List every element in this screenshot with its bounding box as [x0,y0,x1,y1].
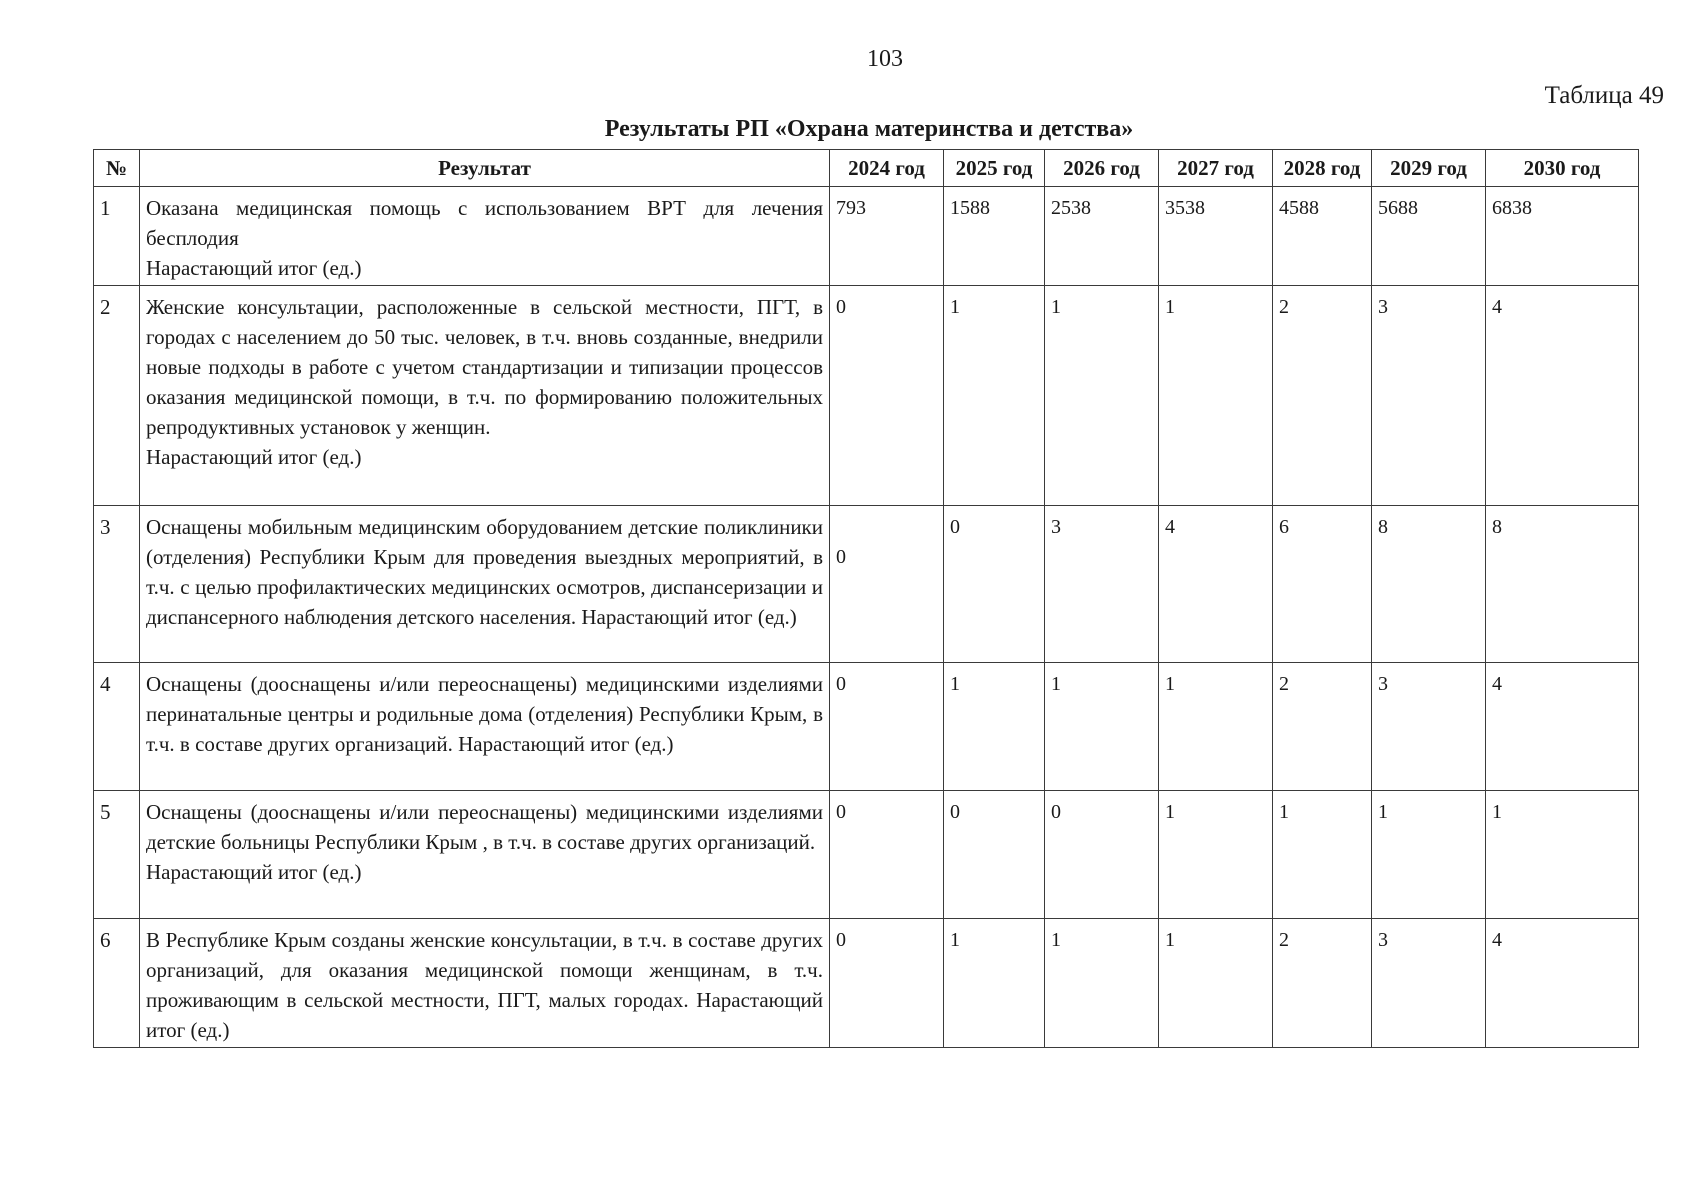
value-2029: 5688 [1372,187,1486,286]
header-2027: 2027 год [1159,150,1273,187]
table-row [94,506,1639,663]
value-2029: 3 [1372,286,1486,506]
value-2029: 3 [1372,919,1486,1048]
value-2027: 1 [1159,919,1273,1048]
result-cell [140,286,830,506]
value-2026: 1 [1045,663,1159,791]
value-2028: 2 [1273,919,1372,1048]
value-2024: 0 [830,286,944,506]
value-2025: 0 [944,791,1045,919]
value-2028: 1 [1273,791,1372,919]
row-number: 3 [94,506,140,663]
result-cell [140,663,830,791]
result-text: Оснащены мобильным медицинским оборудованием детские поликлиники (отделения) Республики Крым для проведения выездных мероприятий, в т.ч. с целью профилактических медицинских осмотров, диспансеризации и диспансерного наблюдения детского населения. Нарастающий итог (ед.) [146,515,823,629]
table-header-row [94,150,1639,187]
value-2026: 0 [1045,791,1159,919]
table-row [94,663,1639,791]
value-2027: 1 [1159,791,1273,919]
value-2028: 6 [1273,506,1372,663]
value-2028: 2 [1273,286,1372,506]
row-number: 2 [94,286,140,506]
result-text: Оказана медицинская помощь с использованием ВРТ для лечения бесплодия [146,196,823,250]
table-row [94,286,1639,506]
value-2030: 4 [1486,663,1639,791]
value-2027: 1 [1159,663,1273,791]
header-2030: 2030 год [1486,150,1639,187]
value-2025: 1 [944,919,1045,1048]
header-number: № [94,150,140,187]
results-table [93,149,1639,1048]
result-text: В Республике Крым созданы женские консультации, в т.ч. в составе других организаций, для оказания медицинской помощи женщинам, в т.ч. проживающим в сельской местности, ПГТ, малых городах. Нарастающий итог (ед.) [146,928,823,1042]
value-2024: 0 [830,663,944,791]
header-2025: 2025 год [944,150,1045,187]
value-2024: 0 [830,919,944,1048]
value-2024: 0 [830,506,944,663]
value-2027: 4 [1159,506,1273,663]
value-2024: 793 [830,187,944,286]
table-row [94,791,1639,919]
value-2027: 3538 [1159,187,1273,286]
table-row [94,187,1639,286]
value-2029: 8 [1372,506,1486,663]
result-note: Нарастающий итог (ед.) [146,445,362,469]
value-2026: 3 [1045,506,1159,663]
value-2026: 1 [1045,286,1159,506]
row-number: 5 [94,791,140,919]
result-text: Оснащены (дооснащены и/или переоснащены) медицинскими изделиями детские больницы Республики Крым , в т.ч. в составе других организаций. [146,800,823,854]
table-row [94,919,1639,1048]
value-2030: 4 [1486,286,1639,506]
page-number: 103 [867,46,903,72]
value-2025: 1588 [944,187,1045,286]
value-2025: 1 [944,663,1045,791]
result-cell [140,187,830,286]
value-2028: 2 [1273,663,1372,791]
result-text: Оснащены (дооснащены и/или переоснащены) медицинскими изделиями перинатальные центры и родильные дома (отделения) Республики Крым, в т.ч. в составе других организаций. Нарастающий итог (ед.) [146,672,823,756]
value-2026: 1 [1045,919,1159,1048]
value-2030: 4 [1486,919,1639,1048]
result-text: Женские консультации, расположенные в сельской местности, ПГТ, в городах с населением до 50 тыс. человек, в т.ч. вновь созданные, внедрили новые подходы в работе с учетом стандартизации и типизации процессов оказания медицинской помощи, в т.ч. по формированию положительных репродуктивных установок у женщин. [146,295,823,439]
value-2026: 2538 [1045,187,1159,286]
value-2030: 6838 [1486,187,1639,286]
header-result: Результат [140,150,830,187]
value-2029: 1 [1372,791,1486,919]
value-2029: 3 [1372,663,1486,791]
row-number: 4 [94,663,140,791]
result-cell [140,506,830,663]
document-title: Результаты РП «Охрана материнства и детства» [604,116,1134,142]
value-2024: 0 [830,791,944,919]
value-2028: 4588 [1273,187,1372,286]
header-2029: 2029 год [1372,150,1486,187]
result-note: Нарастающий итог (ед.) [146,256,362,280]
row-number: 1 [94,187,140,286]
row-number: 6 [94,919,140,1048]
value-2027: 1 [1159,286,1273,506]
header-2024: 2024 год [830,150,944,187]
header-2026: 2026 год [1045,150,1159,187]
value-2025: 0 [944,506,1045,663]
result-cell [140,791,830,919]
header-2028: 2028 год [1273,150,1372,187]
value-2030: 8 [1486,506,1639,663]
result-note: Нарастающий итог (ед.) [146,860,362,884]
value-2025: 1 [944,286,1045,506]
table-label: Таблица 49 [1544,82,1664,109]
value-2030: 1 [1486,791,1639,919]
result-cell [140,919,830,1048]
